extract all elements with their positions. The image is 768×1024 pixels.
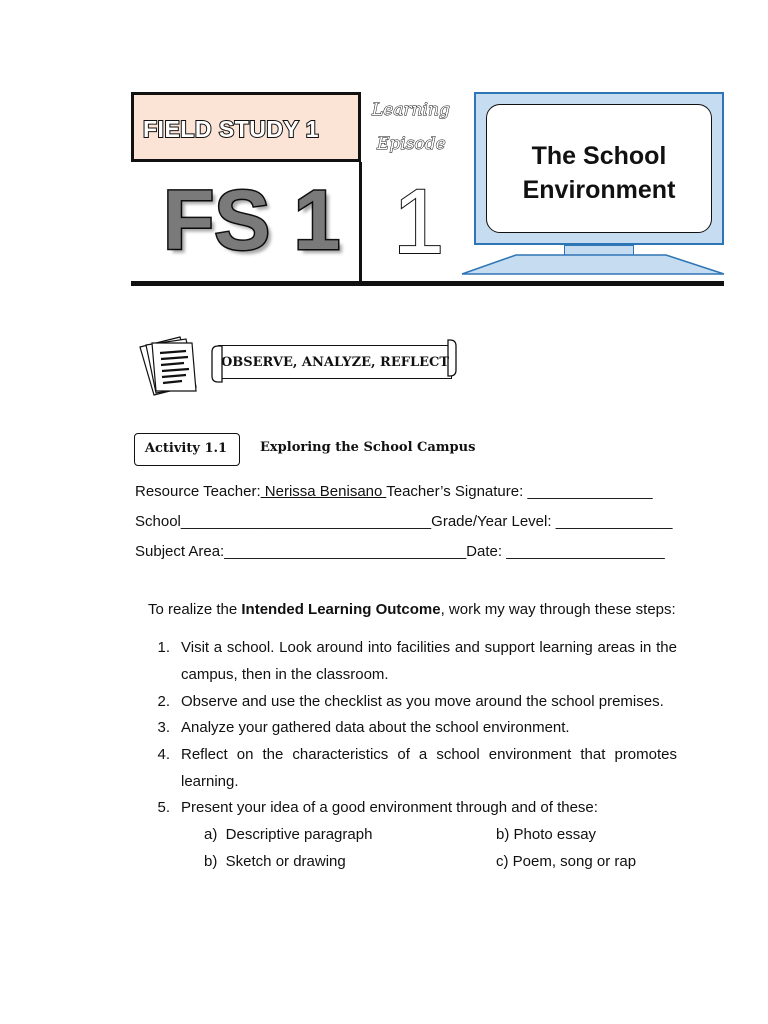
step-number: 3.	[157, 719, 170, 736]
date-label: Date:	[466, 543, 507, 560]
subject-label: Subject Area:	[135, 543, 225, 560]
grade-field[interactable]: ______________	[555, 513, 673, 530]
resource-teacher-label: Resource Teacher:	[135, 483, 261, 500]
step-text: Analyze your gathered data about the school environment.	[181, 719, 570, 736]
intro-before: To realize the	[148, 601, 242, 618]
intro-text	[148, 601, 676, 618]
intro-after: , work my way through these steps:	[440, 601, 676, 618]
activity-title: Exploring the School Campus	[260, 440, 476, 455]
school-label: School	[135, 513, 181, 530]
episode-label: Episode	[377, 134, 446, 154]
school-field[interactable]: ______________________________	[180, 513, 432, 530]
step-number: 1.	[157, 639, 170, 656]
grade-label: Grade/Year Level:	[431, 513, 556, 530]
step-text-continued: learning.	[181, 773, 239, 790]
step-text: Observe and use the checklist as you move around the school premises.	[181, 693, 664, 710]
step-number: 2.	[157, 693, 170, 710]
step-text: Present your idea of a good environment through and of these:	[181, 799, 598, 816]
episode-title: The School Environment	[522, 142, 676, 204]
option-poem-song-rap: c) Poem, song or rap	[496, 853, 637, 870]
subject-row	[135, 543, 665, 560]
date-field[interactable]: ___________________	[506, 543, 665, 560]
school-row	[135, 513, 672, 530]
signature-label: Teacher’s Signature:	[386, 483, 528, 500]
banner-label: OBSERVE, ANALYZE, REFLECT	[220, 355, 450, 370]
step-text: Reflect on the characteristics of a school environment that promotes	[181, 746, 677, 763]
step-number: 5.	[157, 799, 170, 816]
subject-field[interactable]: _____________________________	[224, 543, 467, 560]
option-sketch-drawing: b) Sketch or drawing	[204, 853, 346, 870]
signature-field[interactable]: _______________	[527, 483, 653, 500]
header-divider-vertical	[359, 162, 362, 284]
step-number: 4.	[157, 746, 170, 763]
learning-label: Learning	[372, 100, 450, 120]
option-photo-essay: b) Photo essay	[496, 826, 597, 843]
header-divider-horizontal	[131, 281, 724, 286]
fs-course-code: FS 1	[163, 173, 341, 267]
episode-number: 1	[393, 171, 445, 273]
activity-label: Activity 1.1	[144, 441, 228, 456]
resource-teacher-row	[135, 483, 653, 500]
monitor-base	[460, 254, 726, 276]
papers-icon	[136, 333, 206, 397]
intro-bold: Intended Learning Outcome	[241, 601, 441, 618]
option-descriptive-paragraph: a) Descriptive paragraph	[204, 826, 373, 843]
field-study-title: FIELD STUDY 1	[143, 116, 320, 142]
step-text-continued: campus, then in the classroom.	[181, 666, 389, 683]
resource-teacher-value: Nerissa Benisano	[260, 483, 387, 500]
step-text: Visit a school. Look around into facilities and support learning areas in the	[181, 639, 677, 656]
